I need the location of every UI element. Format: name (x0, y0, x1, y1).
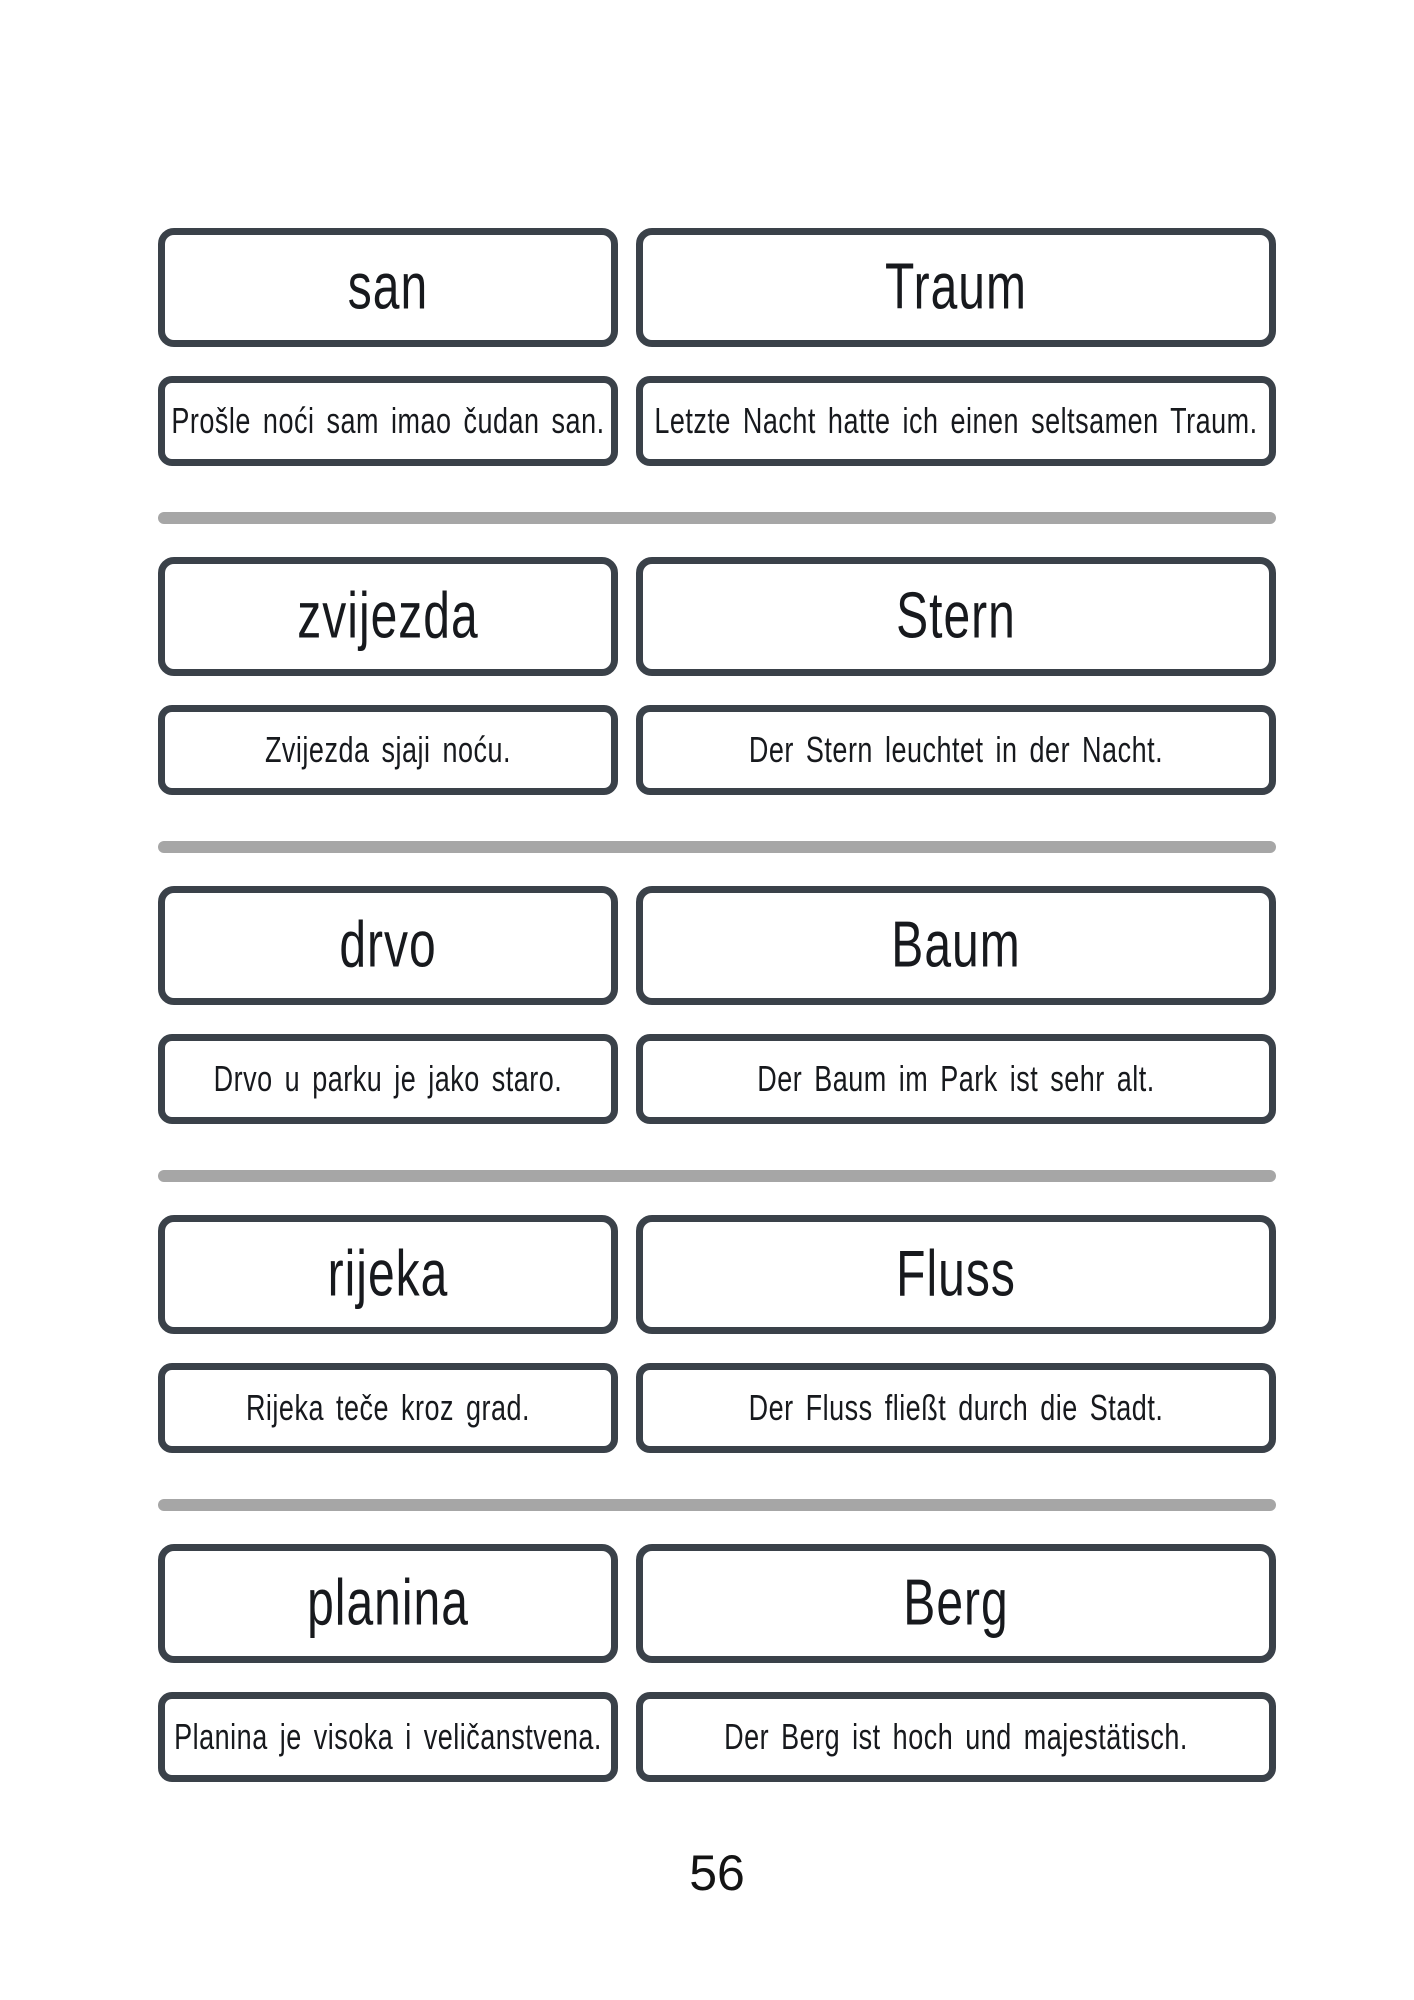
section-divider (158, 841, 1276, 853)
section-divider (158, 1499, 1276, 1511)
sentence-row (158, 1363, 1276, 1453)
term-text-de: Stern (896, 580, 1016, 653)
sentence-row (158, 376, 1276, 466)
sentence-text-de: Der Berg ist hoch und majestätisch. (724, 1716, 1188, 1757)
term-card-de (636, 886, 1276, 1005)
term-text-hr: zvijezda (297, 580, 479, 653)
sentence-text-hr: Planina je visoka i veličanstvena. (174, 1716, 602, 1757)
sentence-card-hr (158, 1363, 618, 1453)
term-text-hr: planina (307, 1567, 469, 1640)
sentence-card-hr (158, 376, 618, 466)
sentence-row (158, 1692, 1276, 1782)
term-card-hr (158, 1215, 618, 1334)
sentence-text-hr: Zvijezda sjaji noću. (264, 729, 512, 770)
sentence-text-de: Der Baum im Park ist sehr alt. (757, 1058, 1155, 1099)
term-card-de (636, 1544, 1276, 1663)
flashcard-section-1 (158, 228, 1276, 524)
sentence-card-de (636, 705, 1276, 795)
sentence-row (158, 705, 1276, 795)
sentence-card-de (636, 1692, 1276, 1782)
sentence-text-de: Der Fluss fließt durch die Stadt. (748, 1387, 1164, 1428)
sentence-text-de: Letzte Nacht hatte ich einen seltsamen Traum. (654, 400, 1258, 441)
sentence-text-hr: Drvo u parku je jako staro. (213, 1058, 563, 1099)
flashcard-section-5 (158, 1544, 1276, 1782)
sentence-text-hr: Rijeka teče kroz grad. (245, 1387, 531, 1428)
term-text-de: Berg (903, 1567, 1009, 1640)
sentence-card-de (636, 1034, 1276, 1124)
sentence-card-hr (158, 705, 618, 795)
sentence-text-hr: Prošle noći sam imao čudan san. (171, 400, 605, 441)
term-row (158, 228, 1276, 347)
term-text-hr: san (347, 251, 429, 324)
term-row (158, 557, 1276, 676)
term-card-hr (158, 886, 618, 1005)
term-row (158, 1215, 1276, 1334)
term-text-de: Traum (885, 251, 1027, 324)
page-number: 56 (689, 1845, 745, 1901)
term-card-hr (158, 228, 618, 347)
flashcard-section-3 (158, 886, 1276, 1182)
term-card-de (636, 557, 1276, 676)
term-row (158, 886, 1276, 1005)
sentence-card-hr (158, 1692, 618, 1782)
sentence-card-de (636, 1363, 1276, 1453)
term-text-de: Fluss (896, 1238, 1016, 1311)
section-divider (158, 512, 1276, 524)
sentence-text-de: Der Stern leuchtet in der Nacht. (748, 729, 1164, 770)
flashcard-section-4 (158, 1215, 1276, 1511)
term-card-hr (158, 1544, 618, 1663)
term-card-de (636, 228, 1276, 347)
sentence-row (158, 1034, 1276, 1124)
sentence-card-de (636, 376, 1276, 466)
flashcard-section-2 (158, 557, 1276, 853)
term-text-de: Baum (891, 909, 1021, 982)
term-row (158, 1544, 1276, 1663)
term-card-de (636, 1215, 1276, 1334)
term-text-hr: drvo (339, 909, 437, 982)
section-divider (158, 1170, 1276, 1182)
term-card-hr (158, 557, 618, 676)
sentence-card-hr (158, 1034, 618, 1124)
term-text-hr: rijeka (327, 1238, 449, 1311)
